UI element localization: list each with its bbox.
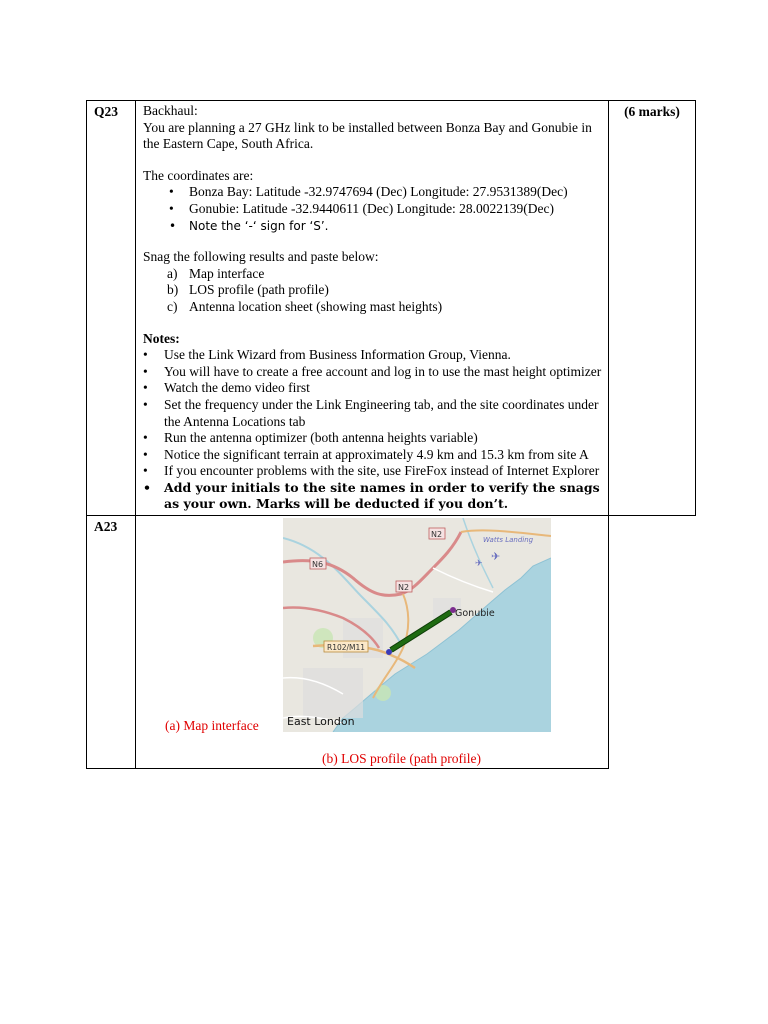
note-item: • Set the frequency under the Link Engineering tab, and the site coordinates under the Antenna Locations tab <box>136 397 602 430</box>
snag-item: c) Antenna location sheet (showing mast heights) <box>167 298 443 314</box>
airport-icon: ✈ <box>475 558 483 569</box>
coordinates-list <box>143 184 602 234</box>
map-label-gonubie: Gonubie <box>455 608 495 620</box>
airport-icon: ✈ <box>491 551 501 564</box>
caption-map-interface: (a) Map interface <box>165 718 259 734</box>
caption-los-profile: (b) LOS profile (path profile) <box>322 751 481 767</box>
question-intro: You are planning a 27 GHz link to be installed between Bonza Bay and Gonubie in the Eastern Cape, South Africa. <box>143 119 592 152</box>
snag-intro: Snag the following results and paste below: <box>143 249 379 265</box>
map-label-n2-mid: N2 <box>398 583 410 593</box>
snag-list <box>143 266 602 316</box>
note-item-warning: • Add your initials to the site names in order to verify the snags as your own. Marks will be deducted if you don’t. <box>136 480 602 513</box>
coordinate-note: • Note the ‘-‘ sign for ‘S’. <box>169 218 602 235</box>
question-id-cell <box>87 101 136 516</box>
note-item: • Notice the significant terrain at approximately 4.9 km and 15.3 km from site A <box>136 447 602 464</box>
question-answer-sheet <box>86 100 695 871</box>
qa-table <box>86 100 696 769</box>
question-row <box>87 101 696 516</box>
note-item: • Run the antenna optimizer (both antenna heights variable) <box>136 430 602 447</box>
coordinate-item: • Gonubie: Latitude -32.9440611 (Dec) Longitude: 28.0022139(Dec) <box>169 201 602 218</box>
question-body <box>136 101 608 515</box>
snag-item: a) Map interface <box>167 265 265 281</box>
question-body-cell <box>136 101 609 516</box>
map-screenshot <box>283 518 551 732</box>
note-item: • Use the Link Wizard from Business Information Group, Vienna. <box>136 347 602 364</box>
answer-body <box>136 516 608 768</box>
answer-id-cell <box>87 516 136 769</box>
notes-title: Notes: <box>143 330 180 346</box>
note-item: • You will have to create a free account and log in to use the mast height optimizer <box>136 364 602 381</box>
map-label-n2-top: N2 <box>431 530 443 540</box>
map-label-airport: Watts Landing <box>483 536 534 545</box>
map-canvas <box>283 518 551 732</box>
notes-list <box>136 347 602 513</box>
question-id: Q23 <box>94 104 119 119</box>
question-heading: Backhaul: <box>143 103 198 118</box>
site-a-marker <box>386 649 392 655</box>
question-marks: (6 marks) <box>624 104 680 119</box>
map-label-n6: N6 <box>312 560 324 570</box>
map-label-r102: R102/M11 <box>327 643 366 653</box>
map-label-east-london: East London <box>287 715 355 729</box>
snag-item: b) LOS profile (path profile) <box>167 282 329 298</box>
note-item: • If you encounter problems with the site, use FireFox instead of Internet Explorer <box>136 463 602 480</box>
answer-marks-cell <box>609 516 696 769</box>
marks-cell <box>609 101 696 516</box>
coordinate-item: • Bonza Bay: Latitude -32.9747694 (Dec) Longitude: 27.9531389(Dec) <box>169 184 602 201</box>
answer-row <box>87 516 696 769</box>
coordinates-intro: The coordinates are: <box>143 167 254 183</box>
answer-body-cell <box>136 516 609 769</box>
note-item: • Watch the demo video first <box>136 380 602 397</box>
answer-id: A23 <box>94 519 118 535</box>
